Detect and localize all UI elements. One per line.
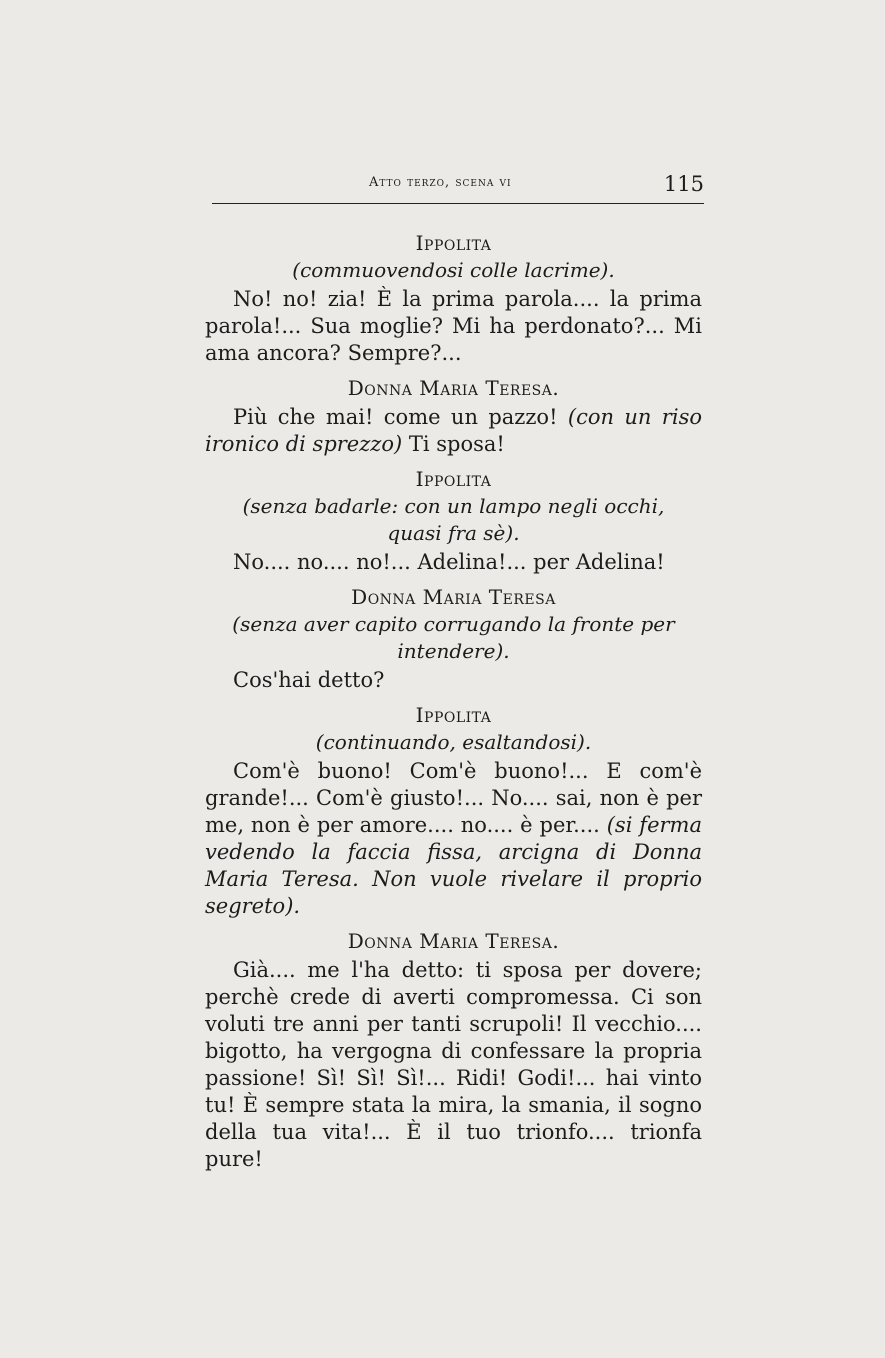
speech: No! no! zia! È la prima parola.... la prima parola!... Sua moglie? Mi ha perdonato?... Mi ama ancora? Sempre?... — [205, 287, 702, 365]
stage-direction: (commuovendosi colle lacrime). — [292, 258, 615, 282]
speaker-name: Donna Maria Teresa. — [347, 929, 560, 953]
running-title: Atto terzo, scena vi — [369, 175, 512, 190]
speaker-name: Ippolita — [415, 703, 492, 727]
speaker-name: Ippolita — [415, 467, 492, 491]
stage-direction: (senza aver capito corrugando la fronte per intendere). — [232, 612, 675, 663]
speaker-name: Donna Maria Teresa. — [347, 376, 560, 400]
inline-stage-direction: (si ferma vedendo la faccia fissa, arcigna di Donna Maria Teresa. Non vuole rivelare il proprio segreto). — [205, 813, 702, 918]
stage-direction: (senza badarle: con un lampo negli occhi, quasi fra sè). — [242, 494, 665, 545]
inline-stage-direction: (con un riso ironico di sprezzo) — [205, 405, 702, 456]
speech-text: Più che mai! come un pazzo! — [233, 405, 568, 429]
speech: No.... no.... no!... Adelina!... per Adelina! — [233, 550, 665, 574]
header-rule — [212, 203, 704, 204]
speech — [205, 404, 702, 458]
speech: Cos'hai detto? — [233, 668, 385, 692]
speech-text: Com'è buono! Com'è buono!... E com'è grande!... Com'è giusto!... No.... sai, non è per me, non è per amore.... no.... è per.... — [205, 759, 702, 837]
speaker-name: Donna Maria Teresa — [351, 585, 556, 609]
page-header — [212, 172, 704, 202]
page-number: 115 — [663, 172, 704, 196]
speech — [205, 758, 702, 920]
stage-direction: (continuando, esaltandosi). — [315, 730, 592, 754]
play-text — [205, 222, 702, 1179]
speech: Già.... me l'ha detto: ti sposa per dovere; perchè crede di averti compromessa. Ci son voluti tre anni per tanti scrupoli! Il vecchio.... bigotto, ha vergogna di confessare la propria passione! Sì! Sì! Sì!... Ridi! Godi!... hai vinto tu! È sempre stata la mira, la smania, il sogno della tua vita!... È il tuo trionfo.... trionfa pure! — [205, 958, 702, 1171]
speaker-name: Ippolita — [415, 231, 492, 255]
speech-text: Ti sposa! — [402, 432, 505, 456]
